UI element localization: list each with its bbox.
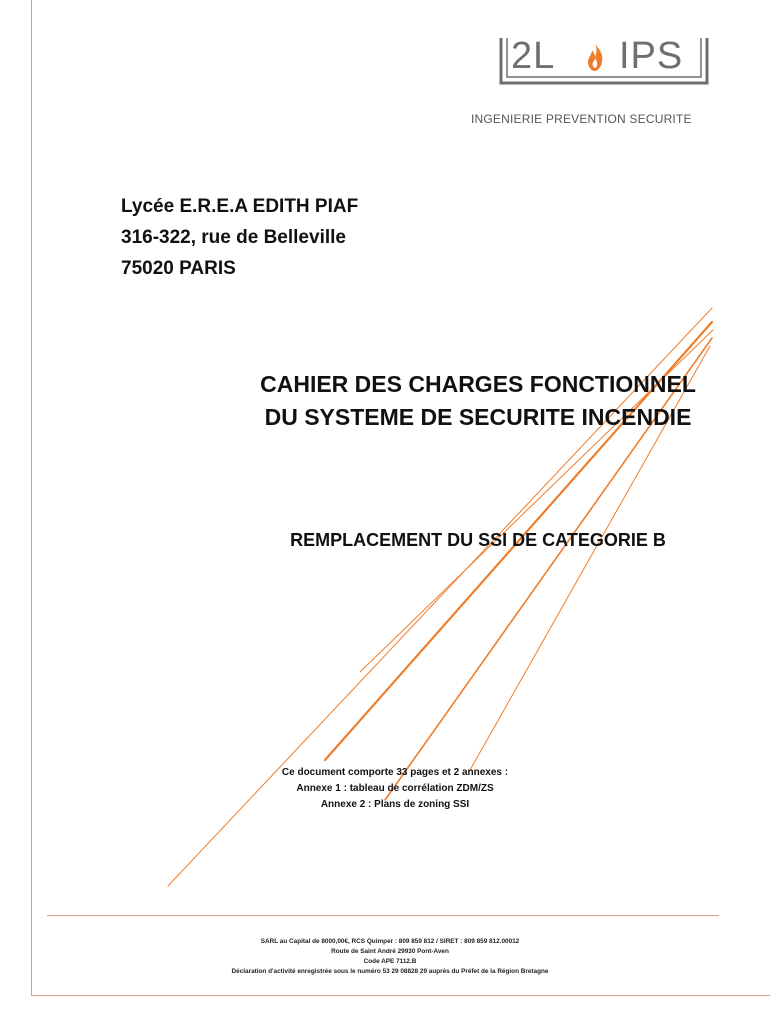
title-line: DU SYSTEME DE SECURITE INCENDIE bbox=[264, 404, 692, 430]
document-title bbox=[200, 368, 756, 434]
logo-text-ips: IPS bbox=[619, 35, 684, 77]
footer bbox=[140, 937, 640, 977]
notes-line: Ce document comporte 33 pages et 2 annexes : bbox=[281, 767, 509, 778]
footer-line: Code APE 7112.B bbox=[363, 958, 417, 965]
footer-line: SARL au Capital de 8000,00€, RCS Quimper : 809 859 812 / SIRET : 809 859 812.00012 bbox=[260, 938, 520, 945]
address-block bbox=[121, 191, 358, 284]
footer-line: Déclaration d'activité enregistrée sous le numéro 53 29 08828 29 auprès du Préfet de la Région Bretagne bbox=[231, 968, 549, 975]
document-notes bbox=[230, 765, 560, 813]
company-logo bbox=[497, 36, 711, 86]
flame-icon bbox=[583, 42, 607, 72]
document-subtitle: REMPLACEMENT DU SSI DE CATEGORIE B bbox=[290, 530, 666, 550]
address-line: 316-322, rue de Belleville bbox=[121, 227, 346, 248]
notes-line: Annexe 2 : Plans de zoning SSI bbox=[320, 799, 470, 810]
page-border-bottom bbox=[31, 995, 770, 996]
footer-divider bbox=[47, 915, 719, 916]
address-line: Lycée E.R.E.A EDITH PIAF bbox=[121, 196, 359, 217]
title-line: CAHIER DES CHARGES FONCTIONNEL bbox=[260, 371, 696, 397]
page-border-left bbox=[31, 0, 32, 996]
notes-line: Annexe 1 : tableau de corrélation ZDM/ZS bbox=[296, 783, 494, 794]
footer-line: Route de Saint André 29930 Pont-Aven bbox=[331, 948, 449, 955]
address-line: 75020 PARIS bbox=[121, 258, 236, 279]
logo-tagline: INGENIERIE PREVENTION SECURITE bbox=[471, 112, 692, 126]
logo-text-2l: 2L bbox=[511, 35, 556, 77]
